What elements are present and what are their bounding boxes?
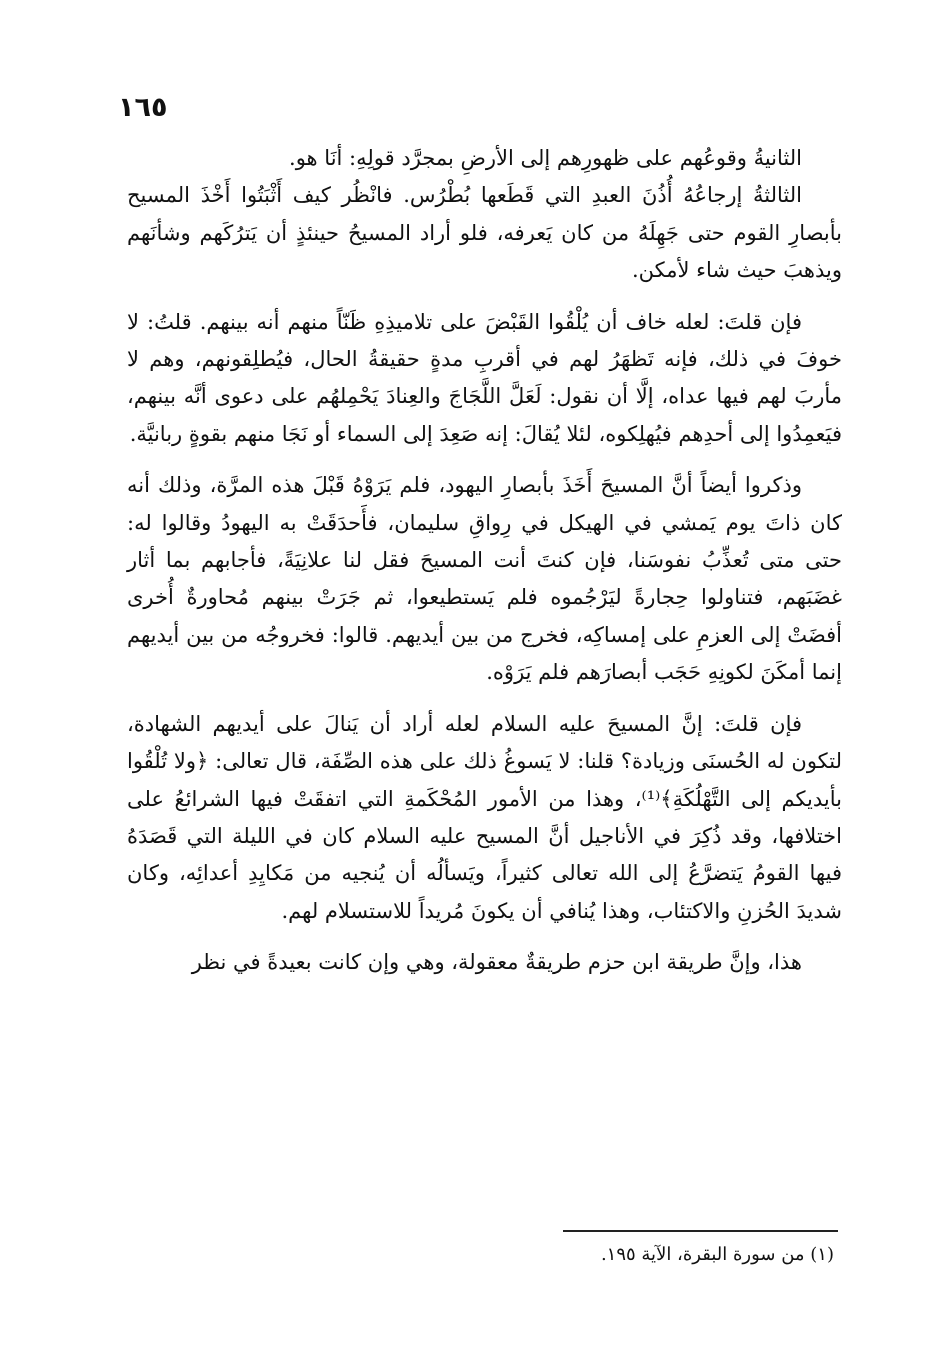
paragraph-6: هذا، وإنَّ طريقة ابن حزم طريقةٌ معقولة، وهي وإن كانت بعيدةً في نظر [191, 950, 802, 975]
page-number: ١٦٥ [118, 92, 168, 123]
paragraph-5: فإن قلتَ: إنَّ المسيحَ عليه السلام لعله أراد أن يَنالَ على أيديهم الشهادة، لتكون له الحُسنَى وزيادة؟ قلنا: لا يَسوغُ ذلك على هذه الصِّفَة، قال تعالى: ﴿ولا تُلْقُوا بأيديكم إلى التَّهْلُكَةِ﴾⁽¹⁾، وهذا من الأمور المُحْكَمةِ التي اتفقَتْ فيها الشرائعُ على اختلافها، وقد ذُكِرَ في الأناجيل أنَّ المسيح عليه السلام كان في الليلة التي قَصَدَهُ فيها القومُ يَتضرَّعُ إلى الله تعالى كثيراً، ويَسألُه أن يُنجيه من مَكايِدِ أعدائِه، وكان شديدَ الحُزنِ والاكتئاب، وهذا يُنافي أن يكونَ مُريداً للاستسلام لهم. [127, 711, 843, 923]
body-text [127, 140, 842, 982]
paragraph-1: الثانيةُ وقوعُهم على ظهورِهم إلى الأرضِ بمجرَّد قولِهِ: أنَا هو. [289, 146, 802, 170]
footnote-divider [563, 1230, 838, 1232]
footnote: (١) من سورة البقرة، الآية ١٩٥. [600, 1244, 834, 1265]
paragraph-4: وذكروا أيضاً أنَّ المسيحَ أَخَذَ بأبصارِ اليهود، فلم يَرَوْهُ قَبْلَ هذه المرَّة، وذلك أنه كان ذاتَ يوم يَمشي في الهيكل في رِواقِ سليمان، فأَحدَقَتْ به اليهودُ وقالوا له: حتى متى تُعذِّبُ نفوسَنا، فإن كنتَ أنت المسيحَ فقل لنا علانِيَةً، فأجابهم بما أثار غضَبَهم، فتناولوا حِجارةً ليَرْجُموه فلم يَستطيعوا، ثم جَرَتْ بينهم مُحاورةٌ أُخرى أفضَتْ إلى العزمِ على إمساكِه، فخرج من بين أيديهم. قالوا: فخروجُه من بين أيديهم إنما أمكَنَ لكونِهِ حَجَب أبصارَهم فلم يَرَوْه. [127, 473, 842, 685]
paragraph-3: فإن قلتَ: لعله خاف أن يُلْقُوا القَبْضَ على تلاميذِهِ ظَنّاً منهم أنه بينهم. قلتُ: لا خوفَ في ذلك، فإنه تَظهَرُ لهم في أقربِ مدةٍ حقيقةُ الحال، فيُطلِقونهم، وهم لا مأربَ لهم فيها عداه، إلَّا أن نقول: لَعَلَّ اللَّجَاجَ والعِنادَ يَحْمِلهُم على دعوى أنَّه بينهم، فيَعمِدُوا إلى أحدِهم فيُهلِكوه، لئلا يُقالَ: إنه صَعِدَ إلى السماء أو نَجَا منهم بقوةٍ ربانيَّة. [127, 309, 842, 446]
paragraph-2: الثالثةُ إرجاعُهُ أُذُنَ العبدِ التي قَطَعها بُطْرُس. فانْظُر كيف أَثْبَتُوا أَخْذَ المسيح بأبصارِ القوم حتى جَهِلَهُ من كان يَعرفه، فلو أراد المسيحُ حينئذٍ أن يَترُكَهم وشأنَهم ويذهبَ حيث شاء لأمكن. [127, 183, 842, 283]
